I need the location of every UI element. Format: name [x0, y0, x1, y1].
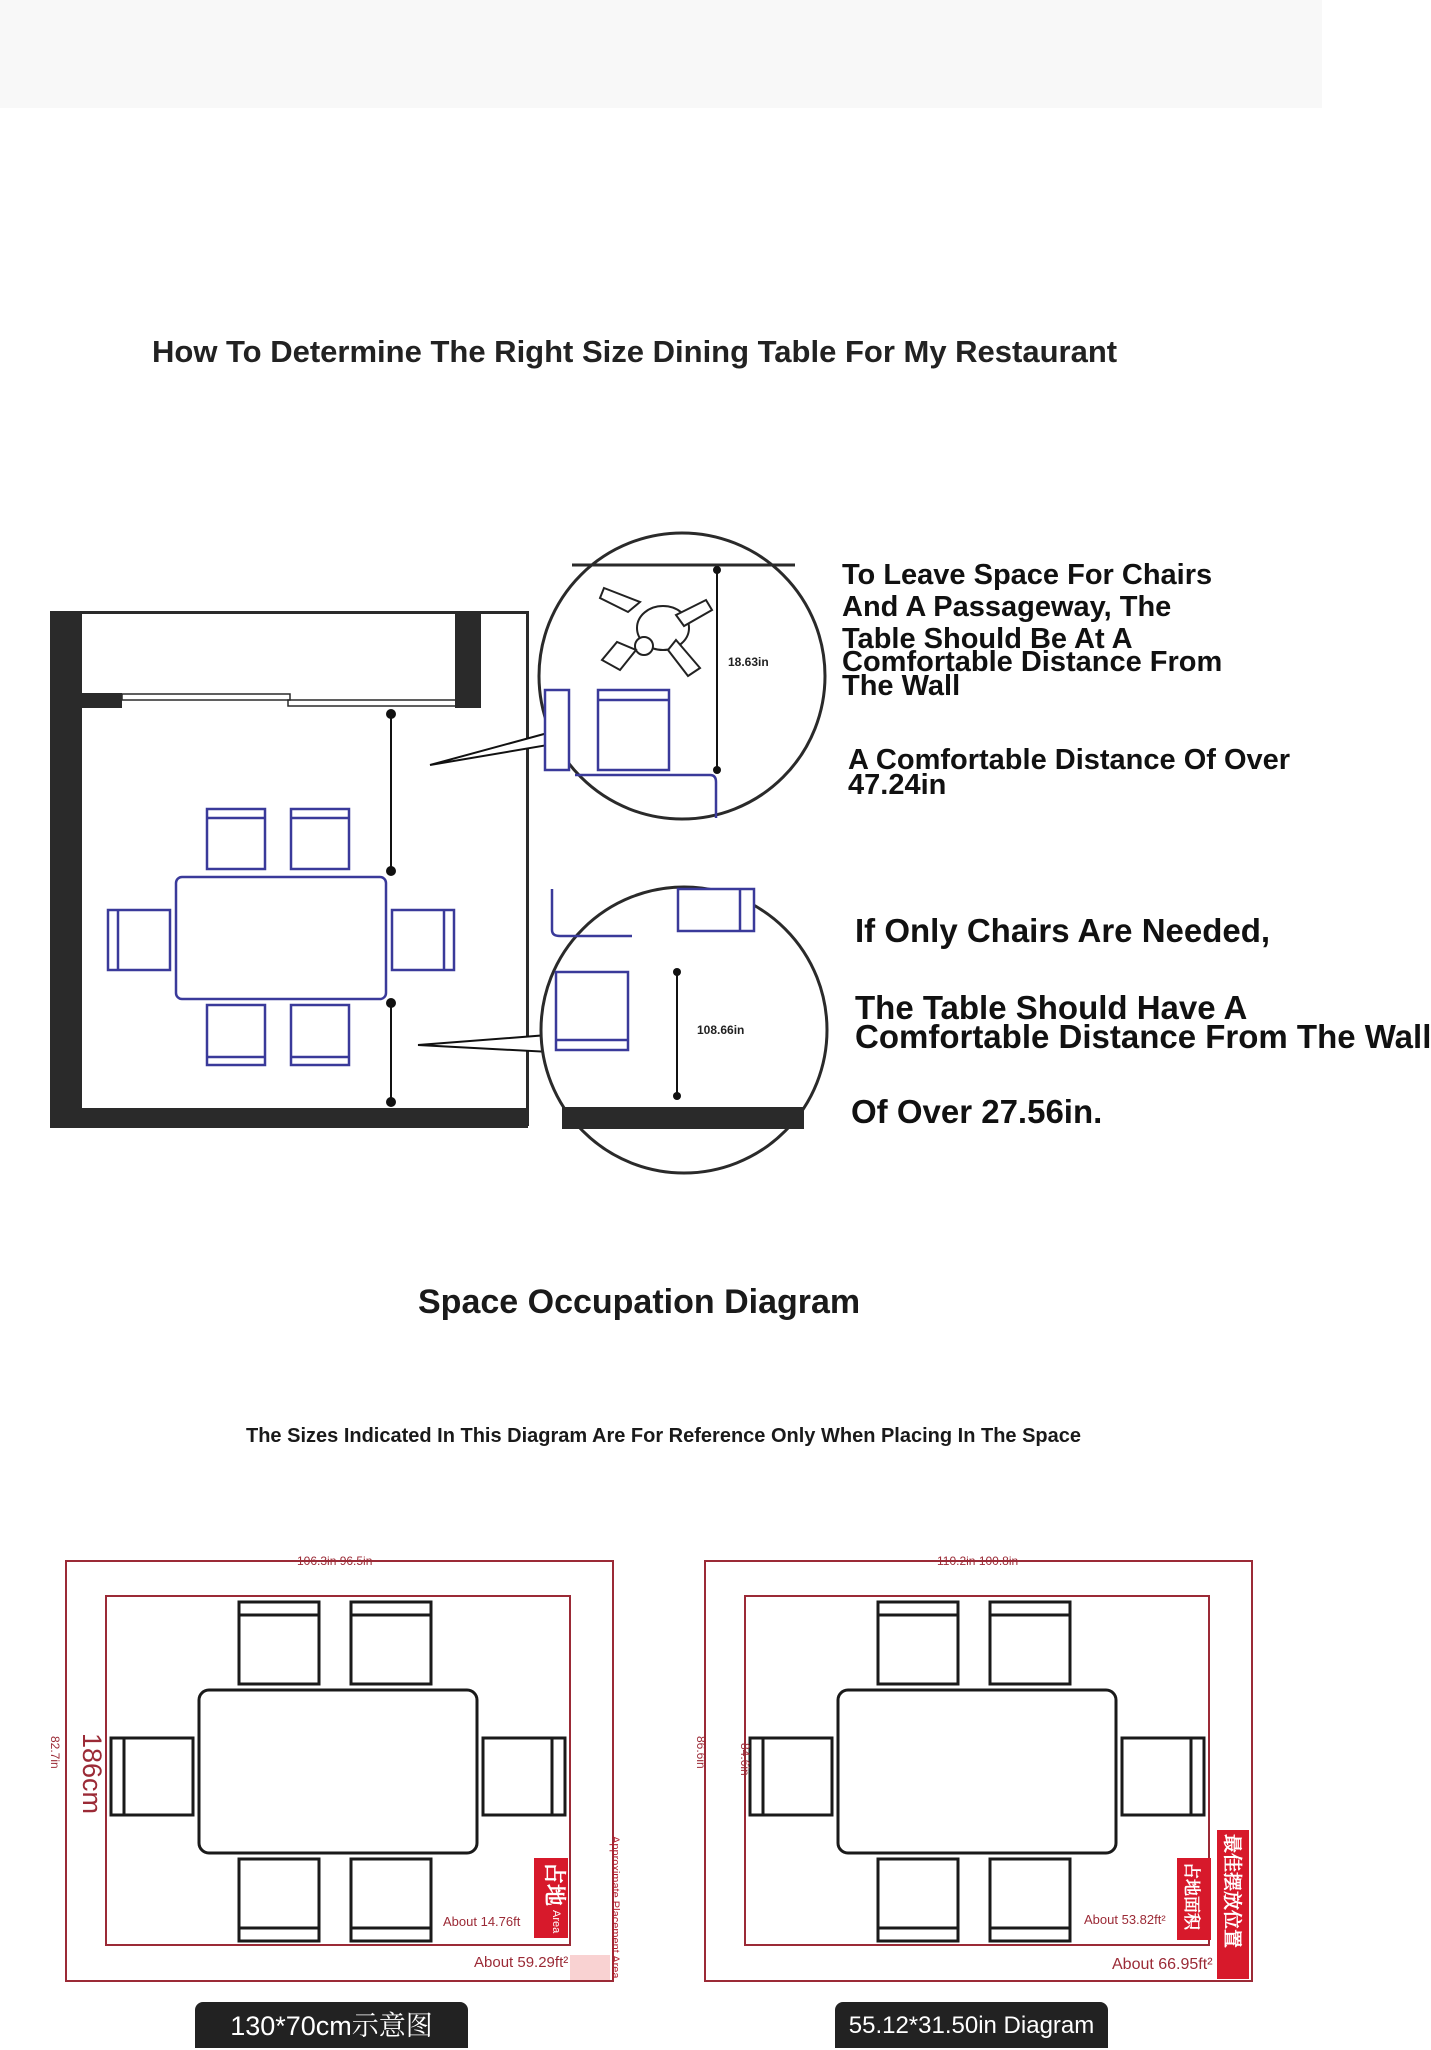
room-walls: [50, 611, 529, 1128]
wall-note-line: The Wall: [842, 670, 961, 702]
plan-right-area-inner: About 53.82ft²: [1084, 1912, 1166, 1927]
wall-note-line: To Leave Space For Chairs: [842, 559, 1213, 591]
page-title: How To Determine The Right Size Dining Table For My Restaurant: [152, 334, 1118, 369]
chairs-note-line: The Table Should Have A: [855, 989, 1248, 1026]
plan-right-inner-height: 84.6in: [738, 1743, 752, 1776]
plan-right-badge-main: 占地面积: [1181, 1862, 1201, 1930]
passage-note-line: A Comfortable Distance Of Over: [848, 744, 1291, 776]
plan-left-inner-height: 186cm: [77, 1733, 107, 1815]
plan-right-badge-alt: 最佳摆放位置: [1221, 1834, 1243, 1949]
plan-right-width: 110.2in 100.8in: [937, 1554, 1019, 1568]
wall-note-line: And A Passageway, The: [842, 591, 1172, 623]
plan-left-width: 106.3in 96.5in: [297, 1554, 373, 1568]
plan-left-caption: 130*70cm示意图: [195, 2002, 468, 2048]
chairs-note-line: Of Over 27.56in.: [851, 1093, 1103, 1130]
chairs-note-line: Comfortable Distance From The Wall: [855, 1018, 1431, 1055]
plan-table-group: [108, 809, 454, 1065]
plan-right-caption: 55.12*31.50in Diagram: [835, 2002, 1108, 2048]
plan-dimension-lines: [387, 710, 395, 1106]
plan-left-side-label: Approximate Placement Area: [609, 1836, 621, 1979]
plan-left: [48, 1554, 621, 1981]
plan-right-area-outer: About 66.95ft²: [1112, 1956, 1213, 1973]
plan-right-height: 86.6in: [694, 1736, 708, 1769]
passage-note-line: 47.24in: [848, 769, 947, 801]
plan-left-area-inner: About 14.76ft: [443, 1914, 521, 1929]
chairs-note-line: If Only Chairs Are Needed,: [855, 912, 1271, 949]
wall-note: [842, 561, 1222, 701]
plan-left-badge-main: 占地: [541, 1862, 566, 1907]
zoom-top-label: 18.63in: [728, 655, 769, 669]
plan-left-badge-sub: Area: [550, 1910, 562, 1934]
zoom-circle-top: [539, 533, 825, 819]
space-title: Space Occupation Diagram: [418, 1283, 861, 1321]
zoom-bottom-label: 108.66in: [697, 1023, 745, 1037]
wall-note-line: Table Should Be At A: [842, 623, 1133, 655]
space-note: The Sizes Indicated In This Diagram Are For Reference Only When Placing In The Space: [246, 1425, 1082, 1447]
passage-note: [848, 744, 1291, 801]
plan-left-height: 82.7in: [48, 1736, 62, 1769]
plan-left-area-outer: About 59.29ft²: [474, 1954, 569, 1971]
wall-note-line: Comfortable Distance From: [842, 646, 1223, 678]
zoom-circle-bottom: [541, 887, 827, 1173]
plan-right: [694, 1554, 1252, 1981]
